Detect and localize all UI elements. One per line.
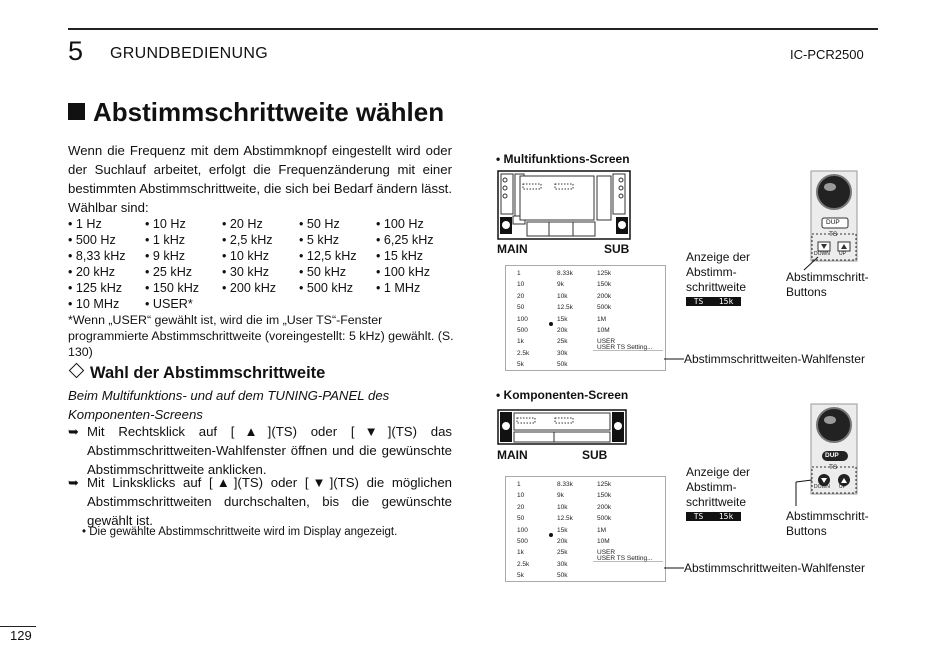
callout-line xyxy=(790,478,820,508)
ts-option[interactable]: 150k xyxy=(597,281,612,289)
instruction-bullet xyxy=(68,473,452,530)
multi-screen-illustration xyxy=(497,170,631,240)
step-row xyxy=(68,248,453,264)
ts-option[interactable]: 30k xyxy=(557,560,568,568)
ts-option[interactable]: 10k xyxy=(557,292,568,300)
ts-buttons-label: Abstimmschritt-Buttons xyxy=(786,509,869,538)
ts-option[interactable]: 500 xyxy=(517,327,528,335)
instruction-bullet xyxy=(68,422,452,479)
instruction-text: Mit Linksklicks auf [▲](TS) oder [▼](TS) die möglichen Abstimmschrittweiten durchschalten, bis die gewünschte gewählt ist. xyxy=(87,475,452,528)
ts-option[interactable]: 125k xyxy=(597,270,612,277)
ts-option-selected[interactable]: 20k xyxy=(557,327,568,335)
step-row xyxy=(68,296,453,312)
step-item: • 1 MHz xyxy=(376,281,421,295)
step-item: • 12,5 kHz xyxy=(299,249,357,263)
ts-down-button[interactable] xyxy=(818,242,830,251)
step-item: • 125 kHz xyxy=(68,281,123,295)
selected-dot-icon xyxy=(549,322,553,326)
step-item: • 5 kHz xyxy=(299,233,340,247)
ts-option[interactable]: 20 xyxy=(517,292,525,300)
ts-display-name: TS xyxy=(693,512,704,521)
user-ts-setting-item[interactable]: USER TS Setting... xyxy=(597,344,653,351)
ts-list-column xyxy=(517,479,529,582)
step-item: • 25 kHz xyxy=(145,265,193,279)
step-item: • 100 kHz xyxy=(376,265,431,279)
ts-window-label: Abstimmschrittweiten-Wahlfenster xyxy=(684,561,865,575)
callout-line xyxy=(664,355,686,363)
ts-option[interactable]: 200k xyxy=(597,503,612,511)
ts-option[interactable]: 15k xyxy=(557,315,568,323)
main-label: MAIN xyxy=(497,242,528,256)
section-subheading: Beim Multifunktions- und auf dem TUNING-PANEL des Komponenten-Screens xyxy=(68,388,390,422)
ts-up-button[interactable] xyxy=(838,474,850,486)
ts-option[interactable]: 30k xyxy=(557,349,568,357)
page-number-rule xyxy=(0,626,36,627)
ts-list-column xyxy=(557,479,573,582)
step-item: • 50 Hz xyxy=(299,217,340,231)
step-item: • USER* xyxy=(145,297,193,311)
ts-option[interactable]: 1k xyxy=(517,549,524,557)
page-title-text: Abstimmschrittweite wählen xyxy=(93,97,445,127)
ts-option[interactable]: 20 xyxy=(517,503,525,511)
down-label: DOWN xyxy=(814,484,830,490)
ts-panel-label: TS xyxy=(829,464,838,471)
ts-option[interactable]: 8.33k xyxy=(557,481,573,488)
ts-display-value: 15k xyxy=(718,297,734,306)
ts-display-label: Anzeige der Abstimm-schrittweite xyxy=(686,465,751,509)
ts-option[interactable]: 10M xyxy=(597,538,610,546)
ts-display-value: 15k xyxy=(718,512,734,521)
ts-option[interactable]: 150k xyxy=(597,492,612,500)
ts-option[interactable]: 5k xyxy=(517,361,524,369)
page-title xyxy=(68,97,444,128)
ts-option[interactable]: 50 xyxy=(517,304,525,312)
figure-caption: • Komponenten-Screen xyxy=(496,388,629,402)
ts-option[interactable]: 500k xyxy=(597,304,612,312)
step-item: • 6,25 kHz xyxy=(376,233,434,247)
ts-option[interactable]: 500 xyxy=(517,538,528,546)
ts-option[interactable]: 500k xyxy=(597,515,612,523)
instruction-text: Mit Rechtsklick auf [▲](TS) oder [▼](TS) das Abstimmschrittweiten-Wahlfenster öffnen und die gewünschte Abstimmschrittweite anklicken. xyxy=(87,424,452,477)
ts-option[interactable]: 1 xyxy=(517,481,521,488)
ts-option[interactable]: 25k xyxy=(557,338,568,346)
ts-list-column xyxy=(557,268,573,371)
ts-option[interactable]: 50k xyxy=(557,572,568,580)
footnote: *Wenn „USER“ gewählt ist, wird die im „User TS“-Fenster programmierte Abstimmschrittweite (voreingestellt: 5 kHz) gewählt. (S. 130) xyxy=(68,313,454,359)
callout-line xyxy=(664,564,686,572)
step-item: • 20 kHz xyxy=(68,265,116,279)
ts-option-selected[interactable]: 20k xyxy=(557,538,568,546)
step-row xyxy=(68,232,453,248)
ts-option[interactable]: 9k xyxy=(557,281,564,289)
figure-caption: • Multifunktions-Screen xyxy=(496,152,630,166)
step-item: • 500 Hz xyxy=(68,233,116,247)
ts-option[interactable]: 1M xyxy=(597,526,607,534)
selected-dot-icon xyxy=(549,533,553,537)
arrow-icon: ➥ xyxy=(68,475,80,490)
ts-option[interactable]: 12.5k xyxy=(557,515,573,523)
ts-option[interactable]: 50 xyxy=(517,515,525,523)
ts-option[interactable]: 10k xyxy=(557,503,568,511)
step-item: • 15 kHz xyxy=(376,249,424,263)
header-rule xyxy=(68,28,878,30)
ts-option[interactable]: 8.33k xyxy=(557,270,573,277)
square-bullet-icon xyxy=(68,103,85,120)
ts-option[interactable]: 50k xyxy=(557,361,568,369)
step-item: • 10 Hz xyxy=(145,217,186,231)
ts-list-column xyxy=(597,268,615,348)
step-item: • 500 kHz xyxy=(299,281,354,295)
step-item: • 9 kHz xyxy=(145,249,186,263)
down-label: DOWN xyxy=(814,251,830,257)
step-item: • 2,5 kHz xyxy=(222,233,273,247)
diamond-icon xyxy=(69,363,85,379)
page-number: 129 xyxy=(10,628,32,643)
ts-up-button[interactable] xyxy=(838,242,850,251)
step-item: • 8,33 kHz xyxy=(68,249,126,263)
user-ts-setting-item[interactable]: USER TS Setting... xyxy=(597,555,653,562)
ts-option[interactable]: 12.5k xyxy=(557,304,573,312)
section-heading xyxy=(68,364,325,383)
ts-option[interactable]: 10 xyxy=(517,281,525,289)
ts-option[interactable]: 5k xyxy=(517,572,524,580)
ts-select-window xyxy=(505,265,666,371)
ts-select-window xyxy=(505,476,666,582)
dup-button[interactable]: DUP xyxy=(826,219,840,226)
step-item: • 50 kHz xyxy=(299,265,347,279)
ts-window-label: Abstimmschrittweiten-Wahlfenster xyxy=(684,352,865,366)
section-heading-text: Wahl der Abstimmschrittweite xyxy=(90,364,326,382)
ts-display-name: TS xyxy=(693,297,704,306)
step-item: • 150 kHz xyxy=(145,281,200,295)
dup-button[interactable]: DUP xyxy=(825,452,839,459)
ts-display-label: Anzeige der Abstimm-schrittweite xyxy=(686,250,751,294)
ts-option[interactable]: 2.5k xyxy=(517,560,530,568)
step-item: • 200 kHz xyxy=(222,281,277,295)
ts-option[interactable]: 10M xyxy=(597,327,610,335)
step-item: • 20 Hz xyxy=(222,217,263,231)
ts-option[interactable]: USER xyxy=(597,338,616,346)
main-label: MAIN xyxy=(497,448,528,462)
component-screen-illustration xyxy=(497,409,627,445)
ts-option[interactable]: 100 xyxy=(517,526,528,534)
ts-option[interactable]: 125k xyxy=(597,481,612,488)
ts-option[interactable]: 100 xyxy=(517,315,528,323)
step-item: • 10 kHz xyxy=(222,249,270,263)
step-item: • 30 kHz xyxy=(222,265,270,279)
step-row xyxy=(68,216,453,232)
step-item: • 1 Hz xyxy=(68,217,102,231)
step-list xyxy=(68,216,453,312)
ts-option[interactable]: 1M xyxy=(597,315,607,323)
up-label: UP xyxy=(839,251,846,257)
ts-list-column xyxy=(597,479,615,559)
step-item: • 1 kHz xyxy=(145,233,186,247)
ts-panel-label: TS xyxy=(829,231,838,238)
step-row xyxy=(68,280,453,296)
sub-note: • Die gewählte Abstimmschrittweite wird im Display angezeigt. xyxy=(82,526,398,538)
ts-option[interactable]: 25k xyxy=(557,549,568,557)
step-row xyxy=(68,264,453,280)
ts-option[interactable]: USER xyxy=(597,549,616,557)
intro-paragraph: Wenn die Frequenz mit dem Abstimmknopf eingestellt wird oder der Suchlauf arbeitet, erfolgt die Frequenzänderung mit einer bestimmten Abstimmschrittweite, die sich bei Bedarf ändern lässt. Wählbar sind: xyxy=(68,143,452,215)
ts-list-column xyxy=(517,268,529,371)
ts-option[interactable]: 10 xyxy=(517,492,525,500)
chapter-title: GRUNDBEDIENUNG xyxy=(110,45,268,62)
ts-display xyxy=(686,512,741,521)
arrow-icon: ➥ xyxy=(68,424,80,439)
step-item: • 10 MHz xyxy=(68,297,120,311)
ts-buttons-label: Abstimmschritt-Buttons xyxy=(786,270,869,299)
sub-label: SUB xyxy=(604,242,630,256)
ts-option[interactable]: 15k xyxy=(557,526,568,534)
sub-label: SUB xyxy=(582,448,608,462)
ts-option[interactable]: 1k xyxy=(517,338,524,346)
ts-option[interactable]: 2.5k xyxy=(517,349,530,357)
step-item: • 100 Hz xyxy=(376,217,424,231)
ts-option[interactable]: 9k xyxy=(557,492,564,500)
ts-display xyxy=(686,297,741,306)
chapter-number: 5 xyxy=(68,36,84,66)
up-label: UP xyxy=(839,484,846,490)
ts-option[interactable]: 200k xyxy=(597,292,612,300)
model-name: IC-PCR2500 xyxy=(790,47,864,62)
ts-option[interactable]: 1 xyxy=(517,270,521,277)
